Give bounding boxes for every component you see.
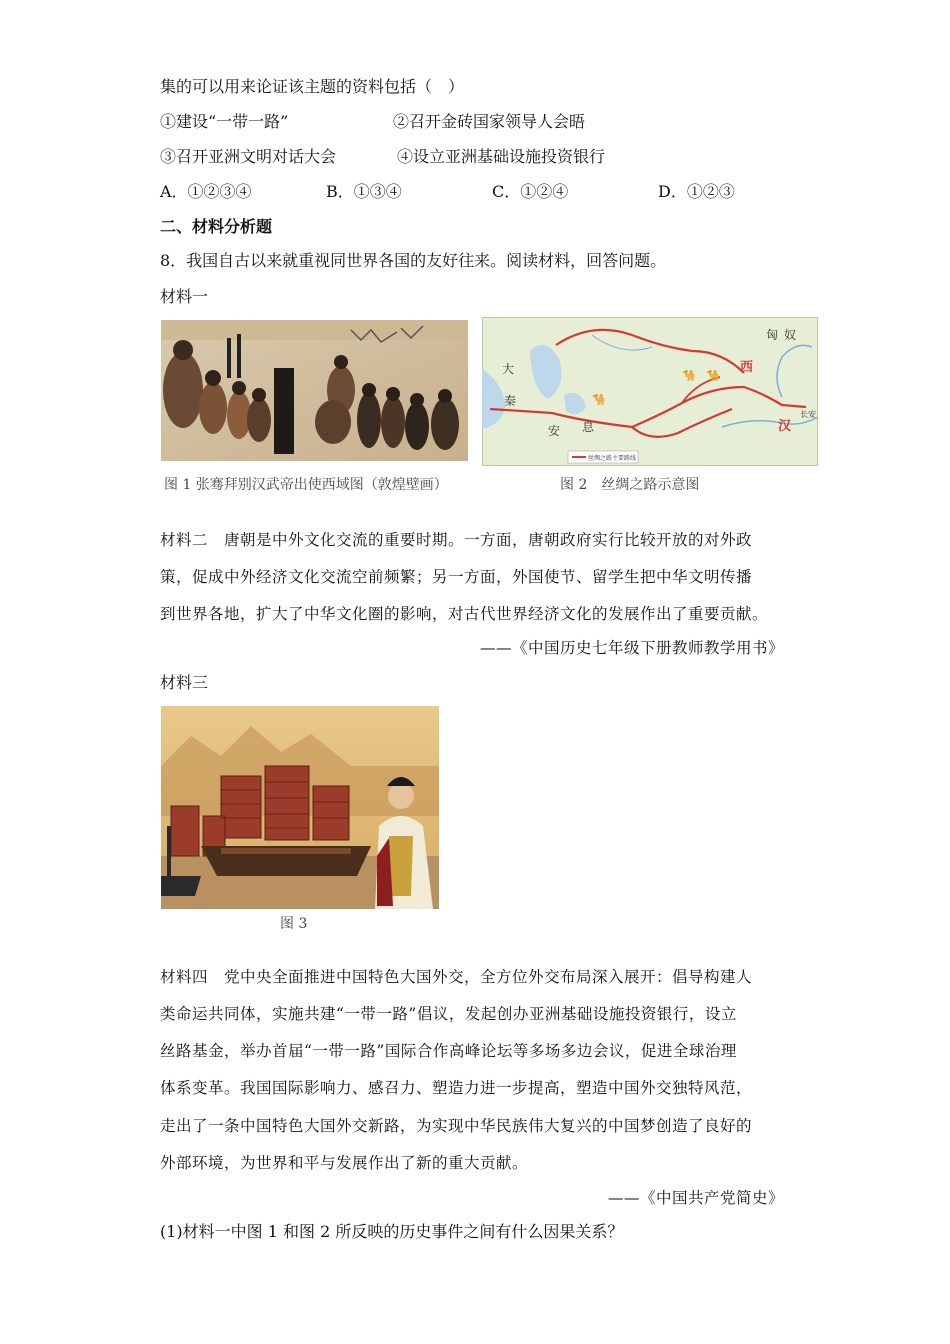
material-2-source: ——《中国历史七年级下册教师教学用书》 xyxy=(479,639,784,657)
material-2-line: 材料二 唐朝是中外文化交流的重要时期。一方面，唐朝政府实行比较开放的对外政 xyxy=(160,531,753,549)
map-label-xiongnu-2: 奴 xyxy=(784,328,797,342)
material-4-line: 体系变革。我国国际影响力、感召力、塑造力进一步提高，塑造中国外交独特风范， xyxy=(160,1079,753,1097)
fig3-caption: 图 3 xyxy=(280,916,308,932)
map-label-anxi-1: 安 xyxy=(548,424,561,438)
map-label-xi: 西 xyxy=(740,360,754,375)
fig2-silk-road-map xyxy=(482,317,818,466)
q7-item-2: ②召开金砖国家领导人会晤 xyxy=(393,112,586,131)
fig2-caption: 图 2 丝绸之路示意图 xyxy=(560,477,700,493)
material-3-label: 材料三 xyxy=(160,673,209,692)
material-2-line: 到世界各地，扩大了中华文化圈的影响，对古代世界经济文化的发展作出了重要贡献。 xyxy=(160,605,769,623)
section-title: 二、材料分析题 xyxy=(160,217,273,236)
material-4-line: 材料四 党中央全面推进中国特色大国外交，全方位外交布局深入展开：倡导构建人 xyxy=(160,968,753,986)
fig1-mural-image xyxy=(161,320,468,461)
q7-option-b: B．①③④ xyxy=(326,182,402,201)
fig1-caption: 图 1 张骞拜别汉武帝出使西域图（敦煌壁画） xyxy=(164,477,448,493)
q7-option-d: D．①②③ xyxy=(658,182,735,201)
q7-option-a: A．①②③④ xyxy=(160,182,252,201)
map-legend: 丝绸之路主要路线 xyxy=(588,455,637,462)
material-4-line: 走出了一条中国特色大国外交新路，为实现中华民族伟大复兴的中国梦创造了良好的 xyxy=(160,1117,753,1135)
material-4-line: 类命运共同体，实施共建“一带一路”倡议，发起创办亚洲基础设施投资银行，设立 xyxy=(160,1005,737,1023)
sub-question-1: (1)材料一中图 1 和图 2 所反映的历史事件之间有什么因果关系？ xyxy=(160,1222,624,1241)
q7-item-3: ③召开亚洲文明对话大会 xyxy=(160,147,337,166)
map-label-changan: 长安 xyxy=(800,410,816,419)
material-1-label: 材料一 xyxy=(160,287,209,306)
fig3-treasure-ship-image xyxy=(161,706,439,909)
svg-text:🐪: 🐪 xyxy=(682,369,696,382)
map-label-daqin-2: 秦 xyxy=(504,394,517,408)
q7-option-c: C．①②④ xyxy=(492,182,569,201)
map-label-daqin-1: 大 xyxy=(502,362,515,376)
material-4-source: ——《中国共产党简史》 xyxy=(607,1189,784,1207)
material-4-line: 外部环境，为世界和平与发展作出了新的重大贡献。 xyxy=(160,1154,529,1172)
q8-stem: 8．我国自古以来就重视同世界各国的友好往来。阅读材料，回答问题。 xyxy=(160,251,667,270)
material-2-line: 策，促成中外经济文化交流空前频繁；另一方面，外国使节、留学生把中华文明传播 xyxy=(160,568,753,586)
svg-text:🐪: 🐪 xyxy=(592,393,606,406)
map-label-xiongnu-1: 匈 xyxy=(766,328,779,342)
svg-text:🐪: 🐪 xyxy=(706,369,720,382)
q7-stem-tail: 集的可以用来论证该主题的资料包括（ ） xyxy=(160,77,465,96)
map-label-han: 汉 xyxy=(778,419,792,434)
material-4-line: 丝路基金，举办首届“一带一路”国际合作高峰论坛等多场多边会议，促进全球治理 xyxy=(160,1042,737,1060)
map-label-anxi-2: 息 xyxy=(582,420,595,434)
q7-item-1: ①建设“一带一路” xyxy=(160,112,289,131)
q7-item-4: ④设立亚洲基础设施投资银行 xyxy=(397,147,606,166)
